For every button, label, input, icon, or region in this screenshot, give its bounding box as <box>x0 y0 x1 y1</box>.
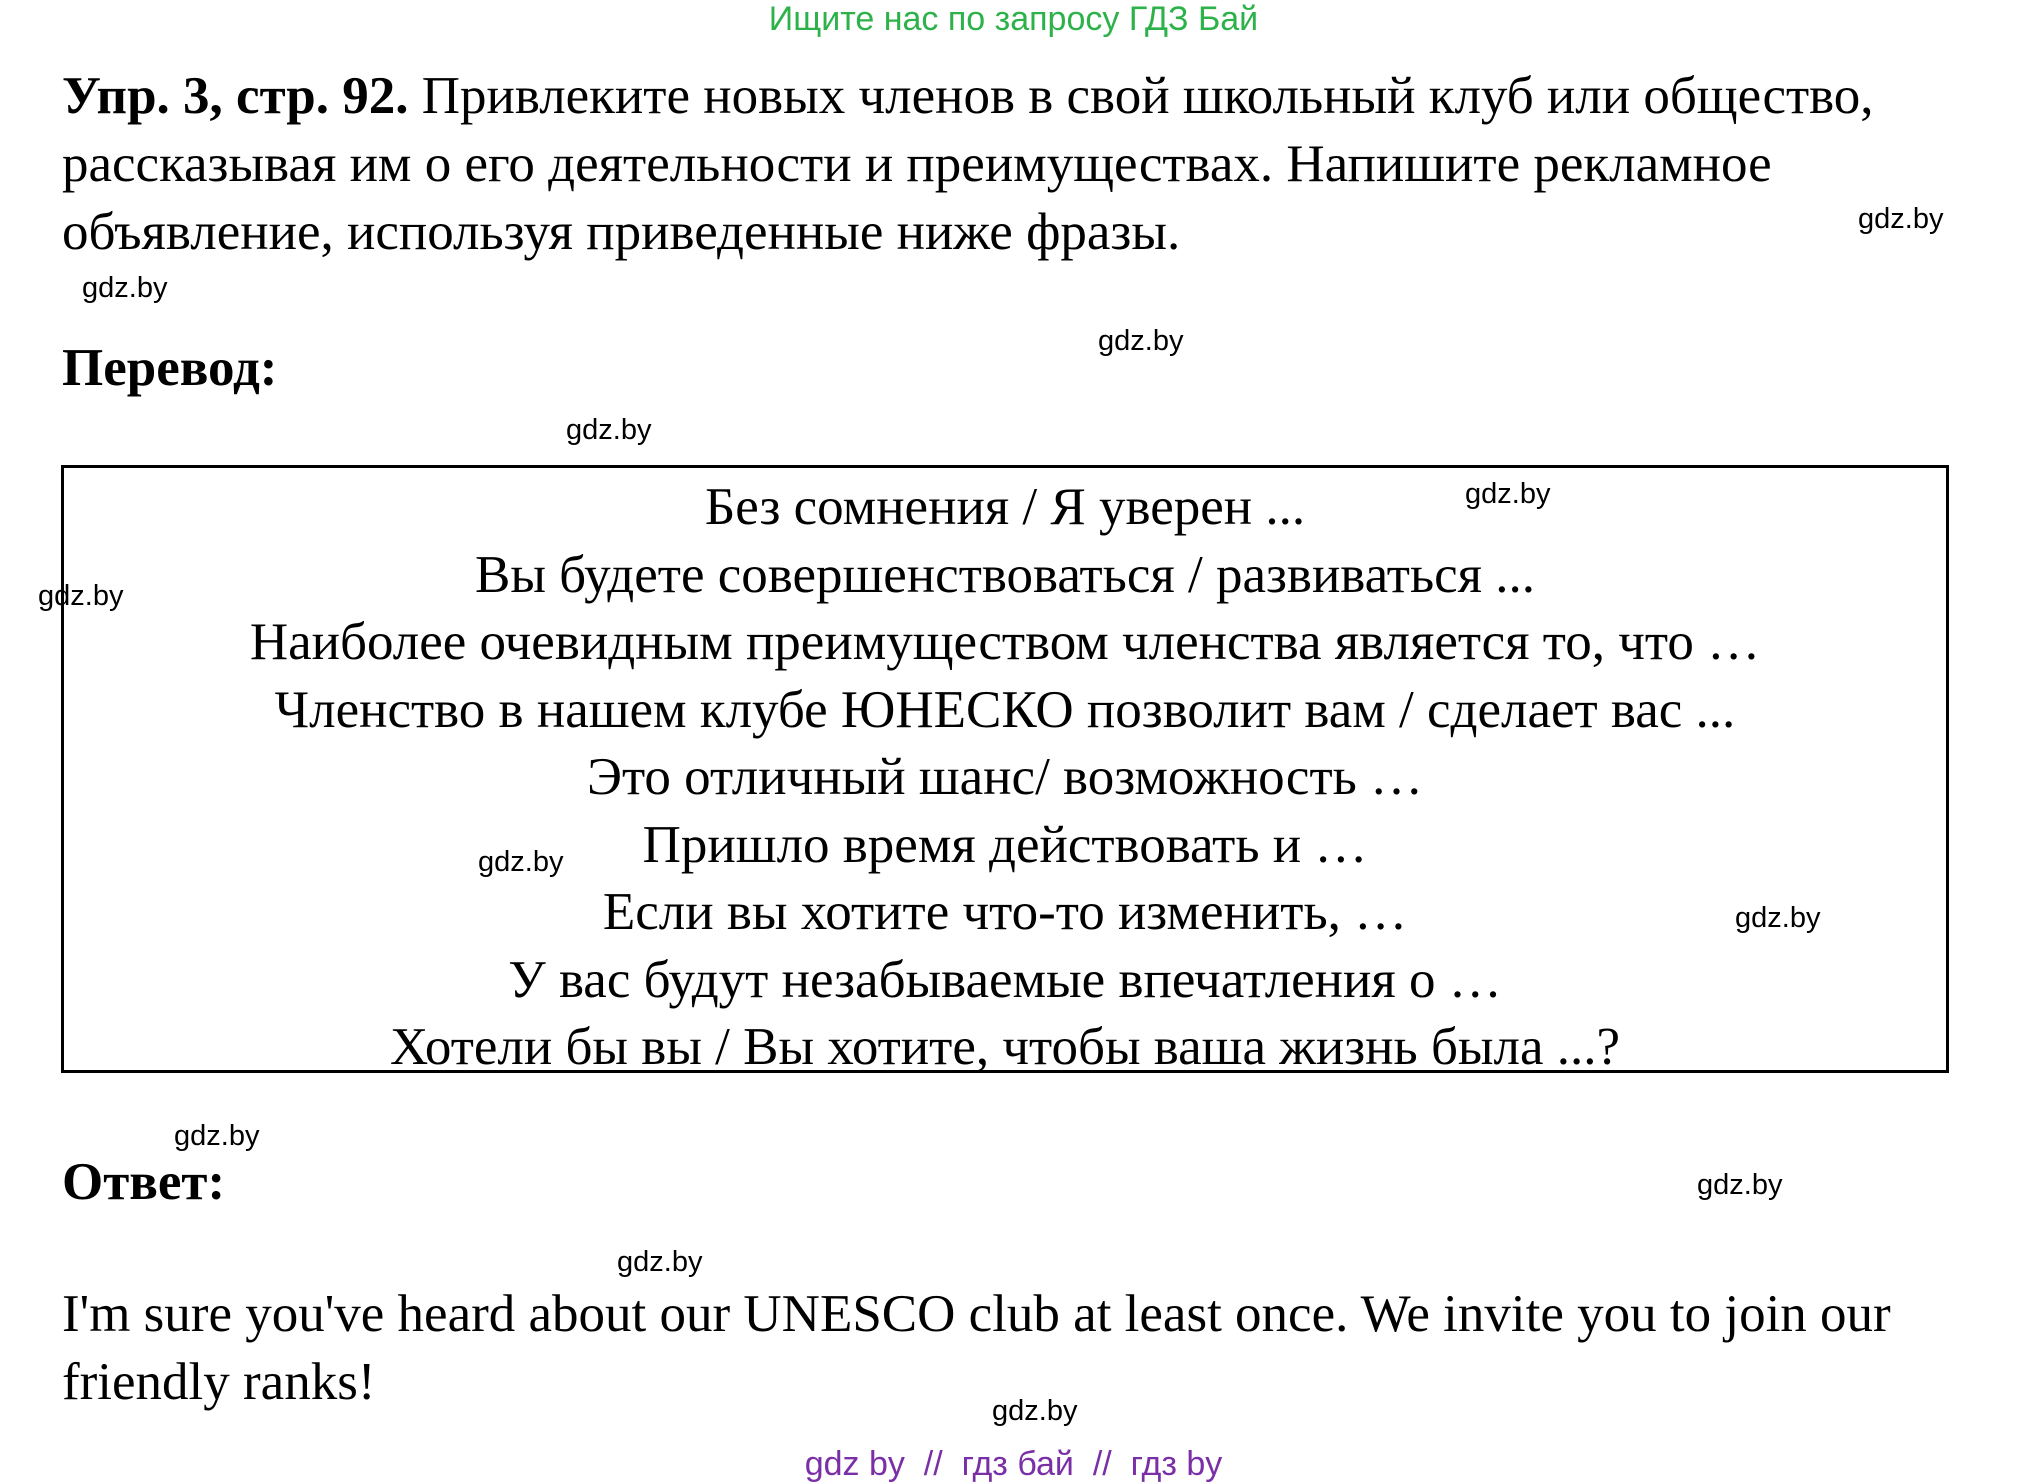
top-banner: Ищите нас по запросу ГДЗ Бай <box>768 0 1259 38</box>
watermark: gdz.by <box>992 1395 1078 1427</box>
phrase-line: Хотели бы вы / Вы хотите, чтобы ваша жизнь была ...? <box>389 1018 1621 1076</box>
phrase-line: Без сомнения / Я уверен ... <box>704 478 1306 536</box>
watermark: gdz.by <box>1098 325 1184 357</box>
watermark: gdz.by <box>1735 902 1821 934</box>
watermark: gdz.by <box>1858 203 1944 235</box>
watermark: gdz.by <box>566 414 652 446</box>
phrase-line: Это отличный шанс/ возможность … <box>586 748 1424 806</box>
watermark: gdz.by <box>38 580 124 612</box>
phrase-line: Наиболее очевидным преимуществом членства является то, что … <box>249 613 1761 671</box>
exercise-text: Привлеките новых членов в свой школьный клуб или общество, рассказывая им о его деятельности и преимуществах. Напишите рекламное объявление, используя приведенные ниже фразы. <box>62 67 1874 261</box>
answer-heading: Ответ: <box>62 1153 226 1211</box>
phrase-line: Если вы хотите что-то изменить, … <box>602 883 1408 941</box>
phrase-line: Вы будете совершенствоваться / развиваться ... <box>474 545 1536 604</box>
exercise-statement <box>62 62 1982 266</box>
phrase-line: У вас будут незабываемые впечатления о … <box>508 950 1502 1009</box>
phrase-line: Членство в нашем клубе ЮНЕСКО позволит вам / сделает вас ... <box>274 680 1736 739</box>
phrase-line: Пришло время действовать и … <box>642 815 1368 874</box>
translation-heading: Перевод: <box>62 339 278 397</box>
watermark: gdz.by <box>478 846 564 878</box>
bottom-banner: gdz by // гдз бай // гдз by <box>804 1445 1223 1483</box>
phrase-box <box>61 465 1949 1076</box>
watermark: gdz.by <box>1465 478 1551 510</box>
answer-text: I'm sure you've heard about our UNESCO club at least once. We invite you to join our friendly ranks! <box>62 1285 1891 1411</box>
watermark: gdz.by <box>174 1120 260 1152</box>
watermark: gdz.by <box>617 1246 703 1278</box>
exercise-label: Упр. 3, стр. 92. <box>62 67 409 125</box>
watermark: gdz.by <box>1697 1169 1783 1201</box>
watermark: gdz.by <box>82 272 168 304</box>
